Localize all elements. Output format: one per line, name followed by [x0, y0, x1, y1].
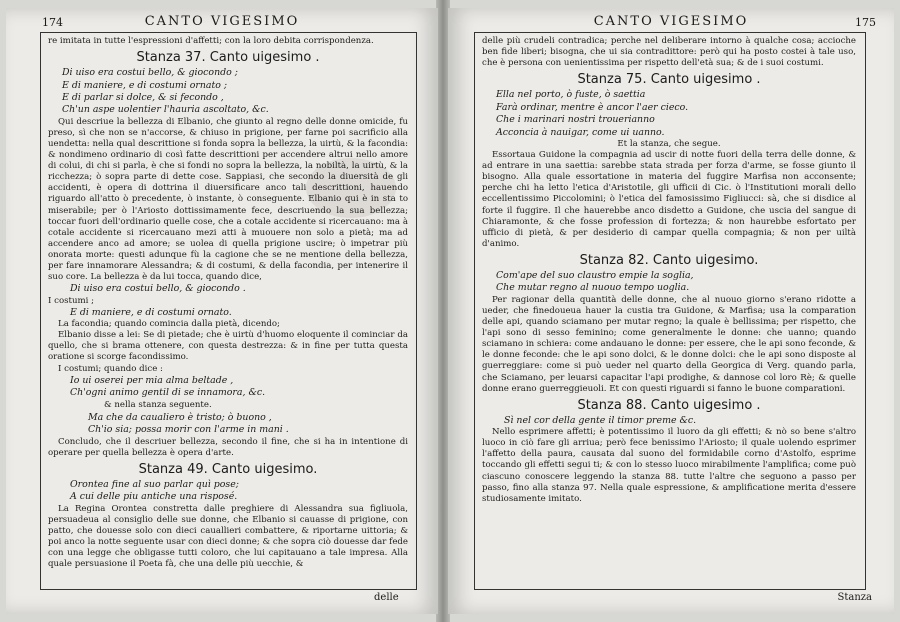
stanza-75-verse: Acconcia à nauigar, come ui uanno. — [496, 126, 665, 138]
stanza-82-commentary: Per ragionar della quantità delle donne, che al nuouo giorno s'erano ridotte a ueder, che finedoueua hauer la custia tra Guidone, & Marfisa; usa la comparation delle api, quando sciamano per mutar regno; la quale è bellissima; per rispetto, che l'api sono di sesso feminino; come generalmente le donne: che uanno; quando sciamano in schiera: come andauano le donne: per essere, che le api sono feconde, & le donne feconde: che le api sono dolci, & le donne dolci: che le api sono disposte al guerreggiare: come si può ueder nel quarto della Georgica di Verg. quando parla, che Sciamano, per leuarsi capacitar l'api prodighe, & dannose col loro Rè; & quelle donne erano guerreggieuoli. Et con questi riguardi si fanno le buone comparationi. — [482, 294, 856, 394]
stanza-49-verse: Orontea fine al suo parlar quì pose; — [70, 478, 239, 490]
stanza-75-commentary: Essortaua Guidone la compagnia ad uscir di notte fuori della terra delle donne, & ad entrare in una saettia: sarebbe stata strada per forza d'arme, se fosse giunto il bisogno. Alla quale essortatione in materia del fuggire Marfisa non acconsente; perche chi ha letto l'etica d'Aristotile, gli ufficii di Cic. ò l'Institutioni morali dello eccellentissimo Piccolomini; ò l'etica del famosissimo Figliucci: sà, che si disdice al forte il fuggire. Il che hauerebbe anco disdetto a Guidone, che uscia del sangue di Chiaramonte, & che fosse profession di fortezza; & non haurebbe esfortato per ufficio di pietà, & per desiderio di campar quella compagnia; & non per uiltà d'animo. — [482, 150, 856, 249]
costumi-2-verse: Ma che da caualiero è tristo; ò buono , — [88, 411, 272, 423]
stanza-88-commentary: Nello esprimere affetti; è potentissimo il luoro da gli effetti; & nò so bene s'altro luoco in ciò fare gli arriua; però fece benissimo l'Ariosto; il quale uolendo esprimer l'affetto della paura, causata dal suono del formidabile corno d'Astolfo, esprime toccando gli effetti segui ti; & con lo stesso luoco mirabilmente l'amplifica; come può ciascuno conoscere leggendo la stanza 88. tutte l'altre che seguono a passo per passo, fino alla stanza 97. Nella quale espressione, & amplificatione merita d'essere studiosamente imitato. — [482, 427, 856, 504]
right-page — [448, 8, 894, 614]
stanza-37-conclusion: Concludo, che il descriuer bellezza, secondo il fine, che si ha in intentione di operare per quella bellezza è opera d'arte. — [48, 436, 408, 458]
left-running-head: CANTO VIGESIMO — [144, 14, 300, 29]
stanza-75-verse: Ella nel porto, ò fuste, ò saettia — [496, 89, 646, 101]
stanza-75-verse: Che i marinari nostri trouerianno — [496, 114, 655, 126]
stanza-49-commentary: La Regina Orontea constretta dalle preghiere di Alessandra sua figliuola, persuadeua al consiglio delle sue donne, che Elbanio si cauasse di prigione, con patto, che douesse solo con dieci cauallieri combattere, & riportarne uittoria; & poi anco la notte seguente usar con dieci donne; & che sopra ciò douesse dar fede con una legge che obligasse tutti coloro, che lui capitauano a tale impresa. Alla quale persuasione il Poeta fà, che una delle più uecchie, & — [48, 503, 408, 570]
costumi-intro: I costumi ; — [48, 295, 95, 306]
stanza-37-commentary: Qui descriue la bellezza di Elbanio, che giunto al regno delle donne omicide, fu preso, sì che non se n'accorse, & chiuso in prigione, per farne poi sacrificio alla uendetta: nella qual descrittione si fonda sopra la bellezza, la uirtù, & la facondia: & nondimeno ordinario di così fatte descrittioni per accendere altrui nello amore di colui, di chi si parla, è che si fondi no sopra la bellezza, la nobiltà, la uirtù, & la ricchezza; ò sopra parte di dette cose. Sappiasi, che secondo la diuersità de gli accidenti, è opera di dottrina il diuersificare anco tali descrittioni, hauendo riguardo all'atto ò precedente, ò instante, ò conseguente. Elbanio qui è in sta to miserabile; per ò l'Ariosto dottissimamente fece, descriuendo la sua bellezza; toccar fuori dell'ordinario quelle cose, che a cotale accidente si ricercauano: ma à cotale accidente si ricercauano mezi atti à muouere non solo a pietà; ma ad accendere anco ad amore; se uolea di quella prigione uscire; ò impetrar più onorata morte: questi adunque fù la cagione che se ne mentione della bellezza, per fare innamorare Alessandra; & di costumi, & della facondia, per intenerire il suo core. La bellezza è da lui tocca, quando dice, — [48, 116, 408, 283]
stanza-82-heading: Stanza 82. Canto uigesimo. — [579, 252, 759, 268]
left-page-header — [6, 14, 438, 32]
stanza-37-verse: E di maniere, e di costumi ornato ; — [62, 79, 228, 91]
costumi-verse: E di maniere, e di costumi ornato. — [70, 306, 232, 318]
stanza-75-heading: Stanza 75. Canto uigesimo . — [577, 72, 761, 88]
costumi-2-verse: Ch'ogni animo gentil di se innamora, &c. — [70, 387, 266, 398]
right-page-body — [482, 36, 856, 505]
stanza-88-verse: Sì nel cor della gente il timor preme &c. — [504, 414, 697, 426]
left-intro-line: re imitata in tutte l'espressioni d'affetti; con la loro debita corrispondenza. — [48, 36, 374, 46]
right-page-header — [448, 14, 894, 32]
stanza-75-verse: Farà ordinar, mentre è ancor l'aer cieco. — [496, 101, 689, 113]
stanza-37-verse: E di parlar si dolce, & si fecondo , — [62, 92, 224, 103]
costumi-2-verse: Ch'io sia; possa morir con l'arme in mani . — [88, 424, 289, 436]
costumi-2-verse: & nella stanza seguente. — [104, 400, 212, 411]
stanza-75-subline: Et la stanza, che segue. — [617, 139, 721, 149]
right-running-head: CANTO VIGESIMO — [593, 14, 749, 29]
costumi-2-verse: Io ui oserei per mia alma beltade , — [70, 374, 234, 386]
stanza-37-verse: Ch'un aspe uolentier l'hauria ascoltato, &c. — [62, 104, 269, 116]
stanza-82-verse: Com'ape del suo claustro empie la soglia, — [496, 270, 694, 282]
elbanio-speech-commentary: Elbanio disse a lei: Se di pietade; che è uirtù d'huomo eloquente il cominciar da quello, che si brama ottenere, con questa destrezza: & in fine per tutta questa oratione si scorge facondissimo. — [48, 330, 408, 363]
right-page-number: 175 — [855, 16, 876, 29]
left-page — [6, 8, 438, 614]
stanza-37-heading: Stanza 37. Canto uigesimo . — [136, 50, 320, 66]
costumi-2-line: I costumi; quando dice : — [58, 363, 163, 374]
left-page-body — [48, 36, 408, 570]
right-catchword: Stanza — [837, 592, 872, 603]
stanza-49-heading: Stanza 49. Canto uigesimo. — [138, 461, 318, 477]
stanza-88-heading: Stanza 88. Canto uigesimo . — [577, 397, 761, 413]
facondia-line: La facondia; quando comincia dalla pietà, dicendo; — [58, 319, 280, 330]
stanza-37-verse-repeat: Di uiso era costui bello, & giocondo . — [70, 283, 246, 295]
left-page-number: 174 — [42, 16, 63, 29]
right-intro-paragraph: delle più crudeli contradica; perche nel deliberare intorno à qualche cosa; accioche ben fide liberi; bisogna, che ui sia contradittore: però qui ha posto costei à tale uso, che è persona con uenientissima per rispetto dell'età sua; & de i suoi costumi. — [482, 36, 856, 69]
stanza-37-verse: Di uiso era costui bello, & giocondo ; — [62, 67, 238, 79]
stanza-82-verse: Che mutar regno al nuouo tempo uoglia. — [496, 282, 690, 294]
stanza-49-verse: A cui delle piu antiche una risposé. — [70, 491, 238, 503]
left-catchword: delle — [374, 592, 399, 603]
